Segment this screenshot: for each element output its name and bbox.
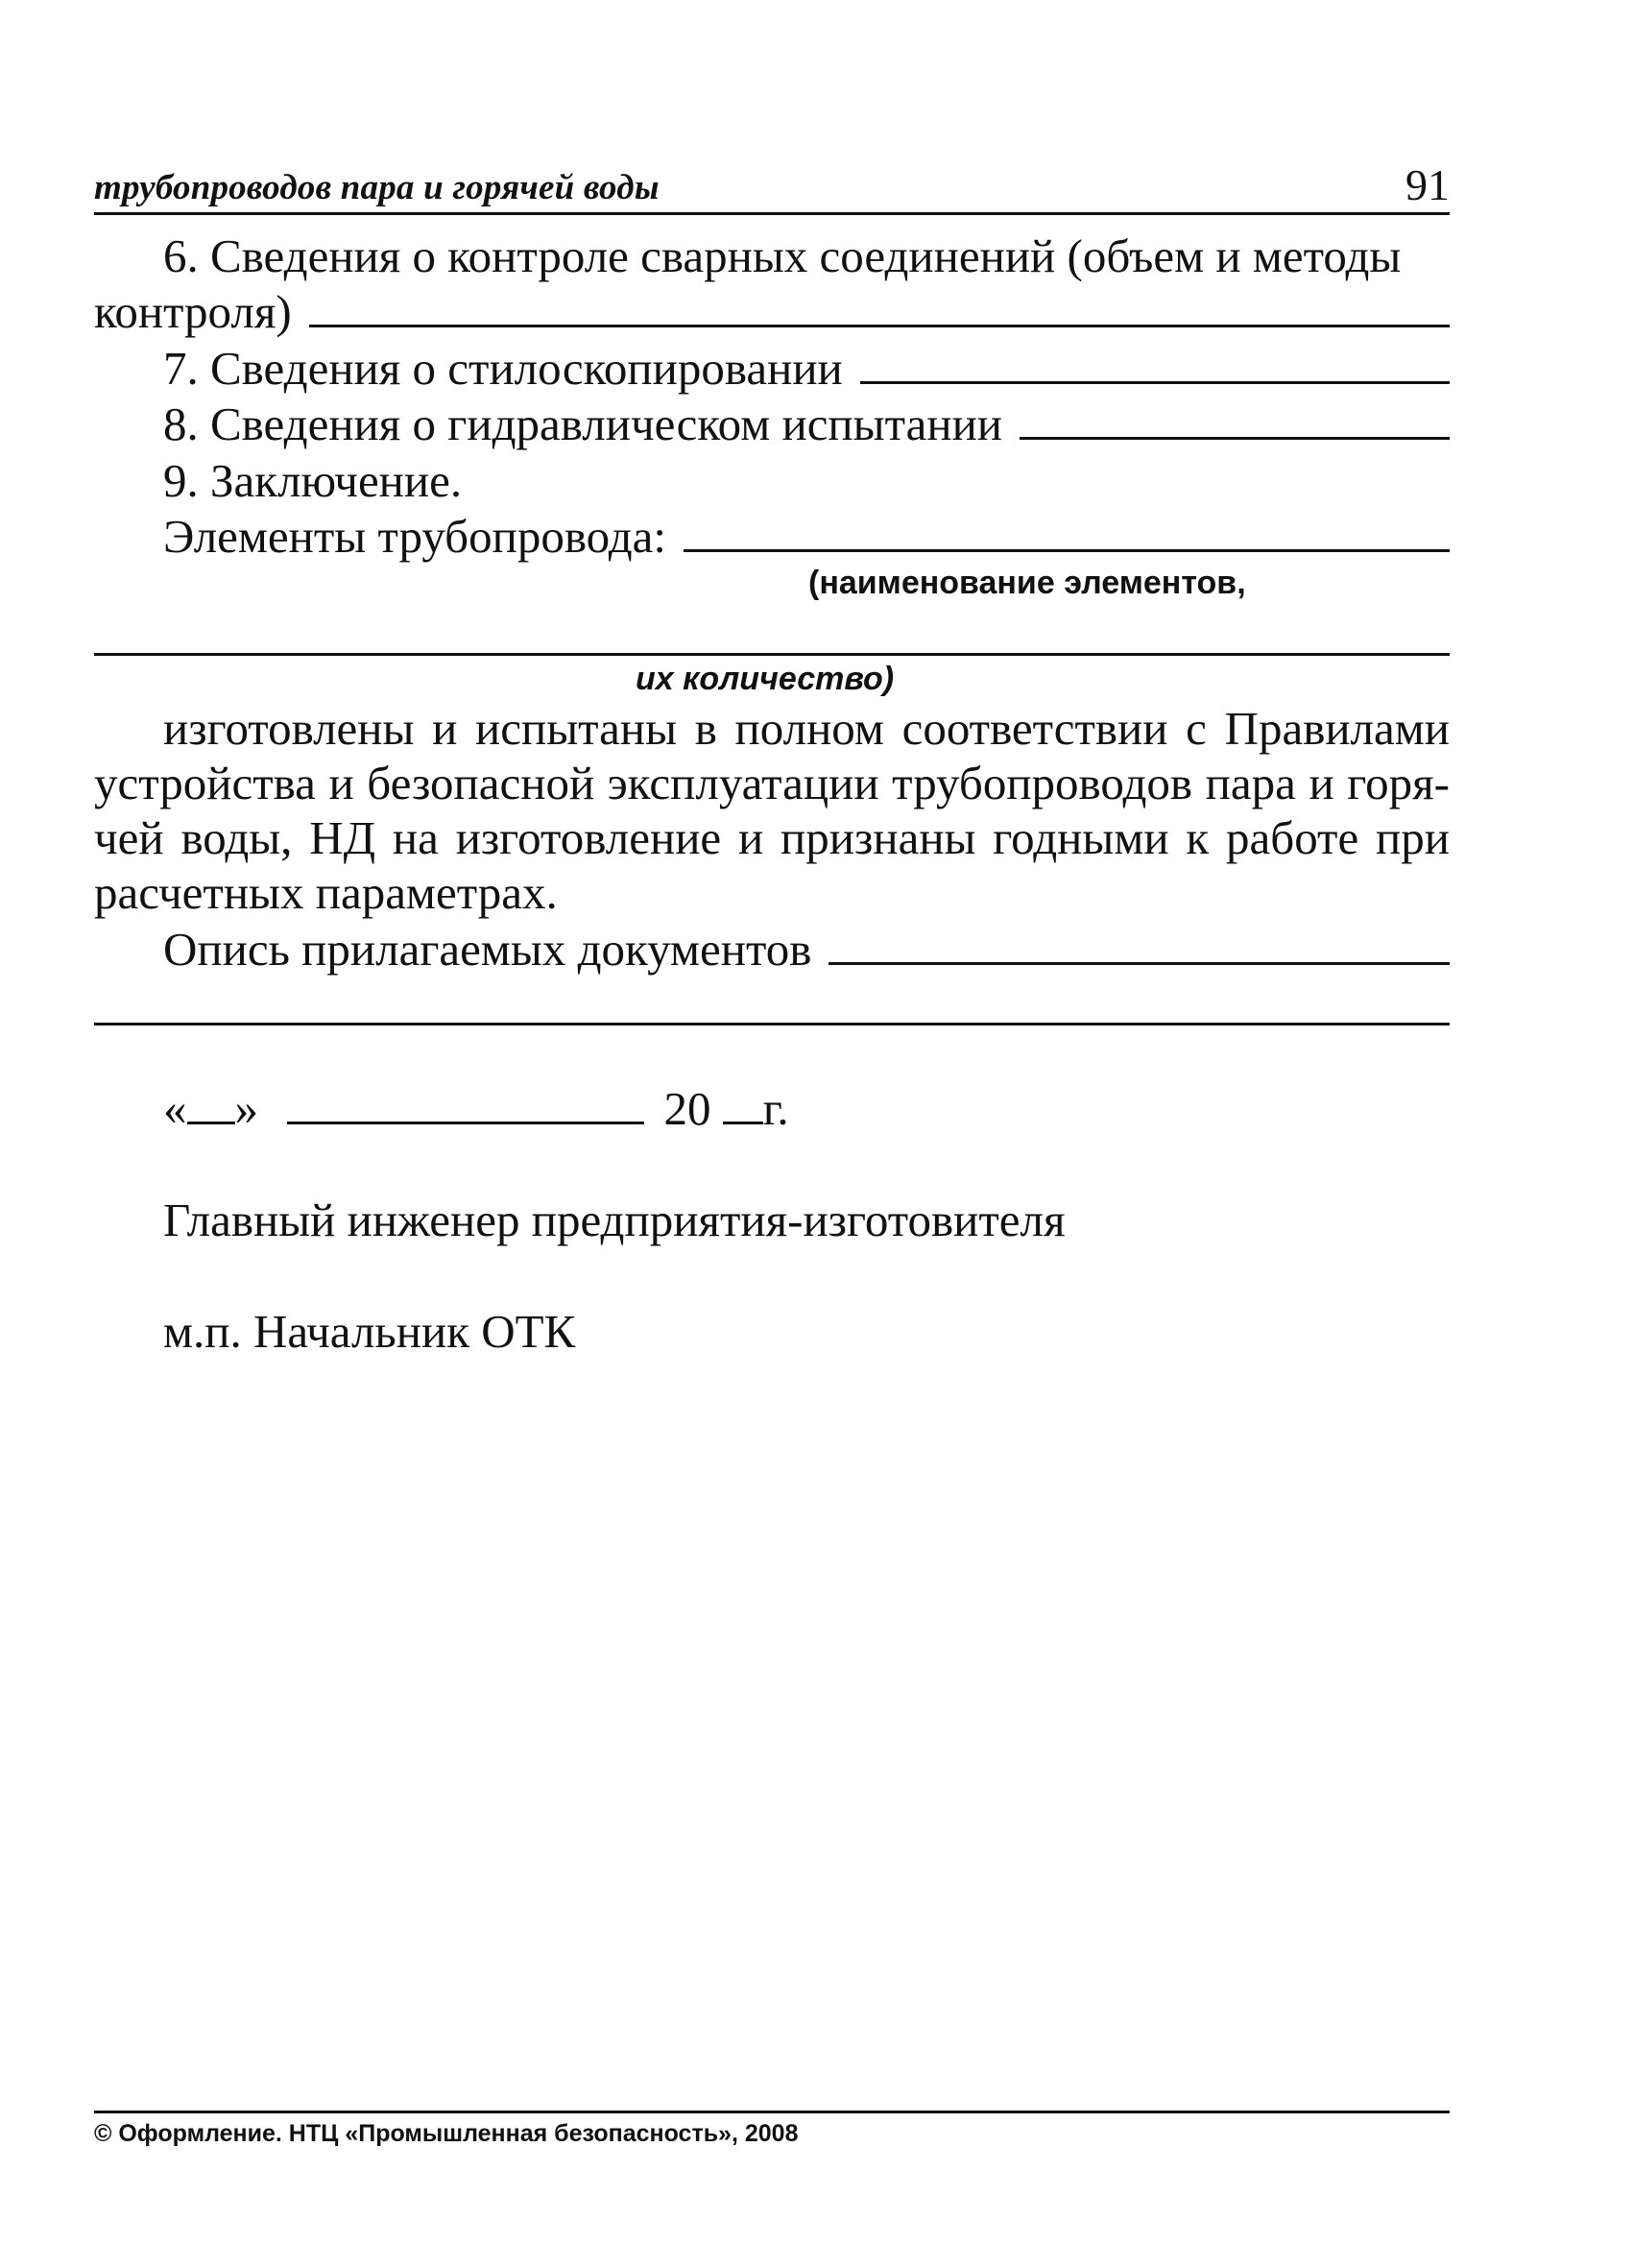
footer-rule xyxy=(94,2111,1450,2113)
item-6-line-1: 6. Сведения о контроле сварных соединений (объем и методы xyxy=(163,229,1402,282)
elements-field-continuation[interactable] xyxy=(94,653,1450,656)
item-8: 8. Сведения о гидравлическом испытании xyxy=(94,397,1450,452)
year-suffix: г. xyxy=(762,1082,789,1135)
item-7: 7. Сведения о стилоскопировании xyxy=(94,341,1450,397)
date-row xyxy=(163,1081,789,1136)
attachments-line: Опись прилагаемых документов xyxy=(94,922,1450,977)
month-field[interactable] xyxy=(287,1084,644,1124)
year-prefix: 20 xyxy=(663,1082,711,1135)
elements-caption-1: (наименование элементов, xyxy=(808,565,1246,601)
chief-engineer-signature: Главный инженер предприятия-изготовителя xyxy=(163,1194,1066,1246)
styloscopy-field[interactable] xyxy=(860,343,1450,384)
day-field[interactable] xyxy=(187,1084,235,1124)
item-9: 9. Заключение. xyxy=(163,454,463,507)
elements-line: Элементы трубопровода: xyxy=(94,509,1450,565)
attachments-field[interactable] xyxy=(829,924,1450,965)
attachments-field-continuation[interactable] xyxy=(94,1023,1450,1025)
page-number: 91 xyxy=(1405,160,1450,209)
elements-caption-2: их количество) xyxy=(636,661,895,697)
qc-head-signature: м.п. Начальник ОТК xyxy=(163,1305,576,1358)
year-field[interactable] xyxy=(723,1084,763,1124)
close-quote: » xyxy=(234,1082,258,1135)
running-title: трубопроводов пара и горячей воды xyxy=(94,168,660,207)
conclusion-line-1: изготовлены и испытаны в полном соответствии с Правилами xyxy=(163,702,1450,755)
conclusion-line-2: устройства и безопасной эксплуатации трубопроводов пара и горя- xyxy=(94,757,1450,809)
item-6-line-2: контроля) xyxy=(94,284,1450,340)
footer-copyright: © Оформление. НТЦ «Промышленная безопасность», 2008 xyxy=(94,2120,799,2147)
conclusion-line-4: расчетных параметрах. xyxy=(94,866,558,919)
conclusion-line-3: чей воды, НД на изготовление и признаны годными к работе при xyxy=(94,811,1450,864)
hydraulic-test-field[interactable] xyxy=(1020,398,1450,440)
weld-control-field[interactable] xyxy=(309,286,1450,327)
elements-field[interactable] xyxy=(684,511,1450,552)
open-quote: « xyxy=(163,1082,187,1135)
running-header xyxy=(94,158,1450,215)
